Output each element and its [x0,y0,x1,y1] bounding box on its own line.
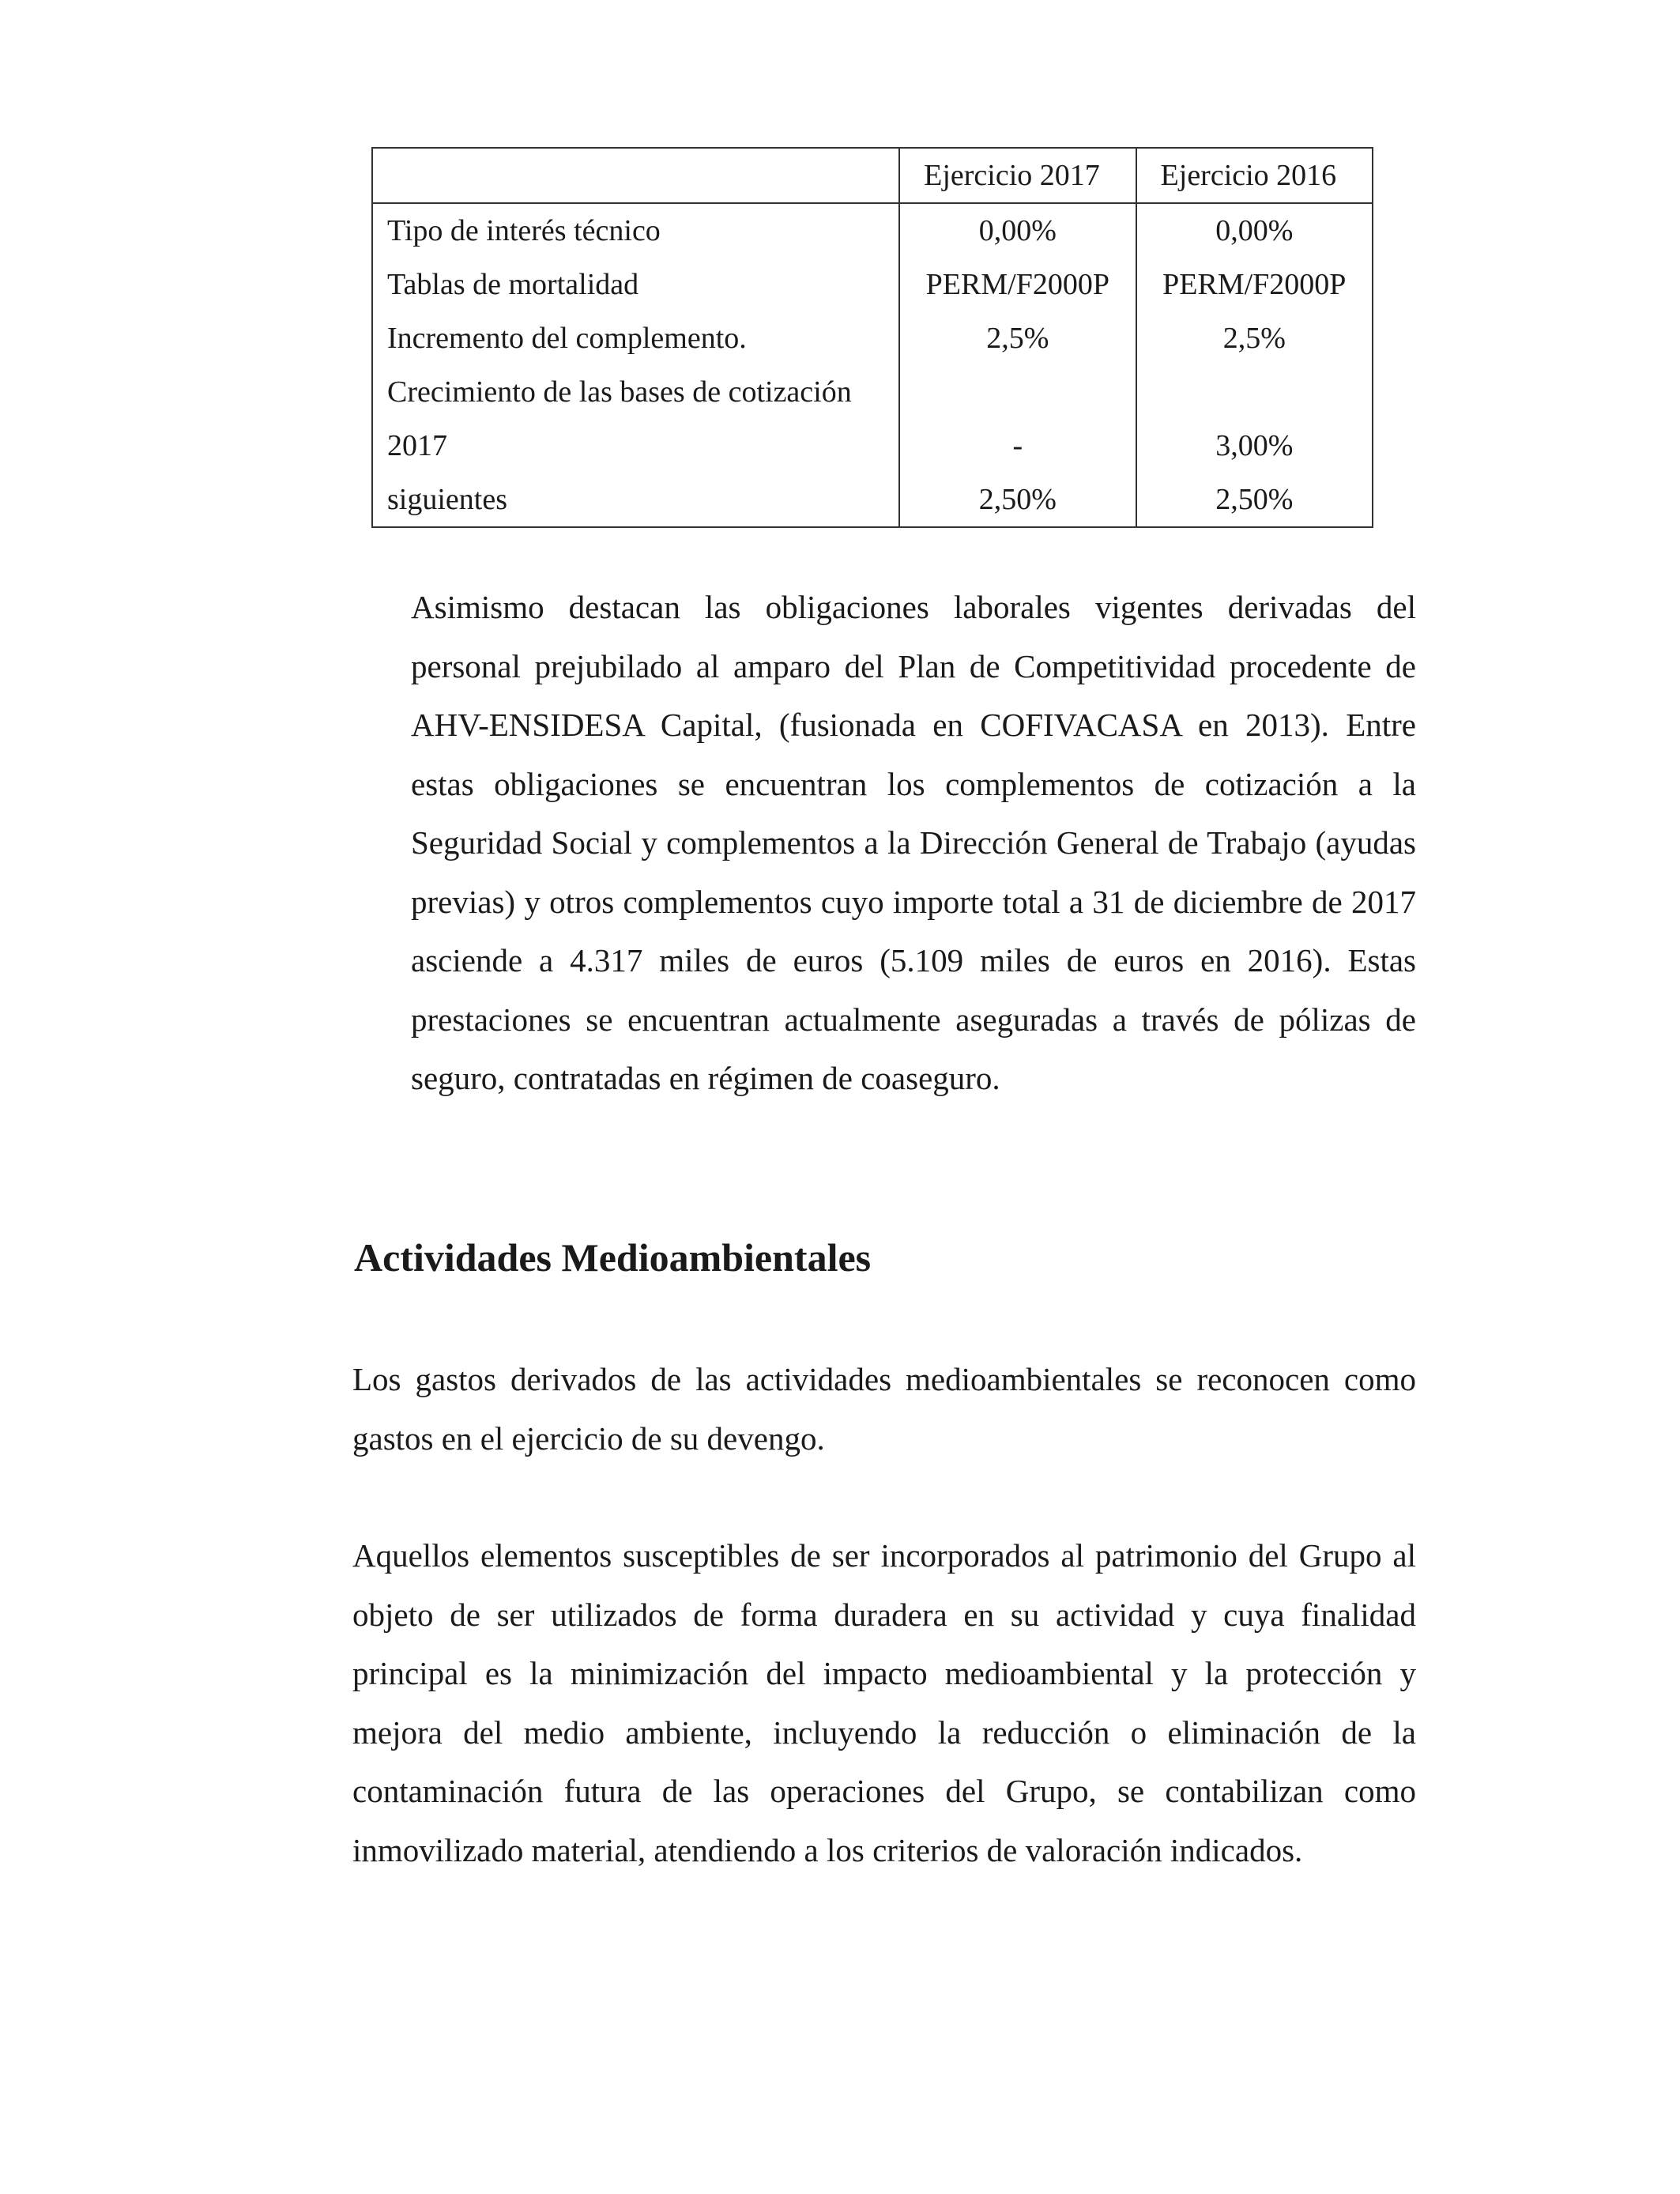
table-row [372,203,1373,258]
value-2017: - [899,419,1136,473]
value-2016: 0,00% [1136,203,1373,258]
header-ejercicio-2017: Ejercicio 2017 [899,148,1136,203]
table-header-row [372,148,1373,203]
row-label: Incremento del complemento. [372,311,899,365]
table-row [372,473,1373,527]
environmental-assets-paragraph: Aquellos elementos susceptibles de ser incorporados al patrimonio del Grupo al objeto de ser utilizados de forma duradera en su actividad y cuya finalidad principal es la minimización del impacto medioambiental y la protección y mejora del medio ambiente, incluyendo la reducción o eliminación de la contaminación futura de las operaciones del Grupo, se contabilizan como inmovilizado material, atendiendo a los criterios de valoración indicados. [352,1537,1416,1868]
table-row [372,258,1373,311]
value-2016: 2,5% [1136,311,1373,365]
row-label: Tipo de interés técnico [372,203,899,258]
value-2017: 2,50% [899,473,1136,527]
value-2017: 2,5% [899,311,1136,365]
table-row [372,419,1373,473]
row-label: Crecimiento de las bases de cotización [372,365,899,419]
value-2017: 0,00% [899,203,1136,258]
table-row [372,311,1373,365]
environmental-expenses-paragraph: Los gastos derivados de las actividades medioambientales se reconocen como gastos en el ejercicio de su devengo. [352,1361,1416,1457]
actuarial-assumptions-table [371,147,1373,528]
value-2016: PERM/F2000P [1136,258,1373,311]
header-ejercicio-2016: Ejercicio 2016 [1136,148,1373,203]
prejubilado-obligations-paragraph: Asimismo destacan las obligaciones laborales vigentes derivadas del personal prejubilado al amparo del Plan de Competitividad procedente de AHV-ENSIDESA Capital, (fusionada en COFIVACASA en 2013). Entre estas obligaciones se encuentran los complementos de cotización a la Seguridad Social y complementos a la Dirección General de Trabajo (ayudas previas) y otros complementos cuyo importe total a 31 de diciembre de 2017 asciende a 4.317 miles de euros (5.109 miles de euros en 2016). Estas prestaciones se encuentran actualmente aseguradas a través de pólizas de seguro, contratadas en régimen de coaseguro. [411,589,1416,1096]
section-heading: Actividades Medioambientales [354,1235,872,1280]
value-2016: 2,50% [1136,473,1373,527]
value-2016: 3,00% [1136,419,1373,473]
row-label: 2017 [372,419,899,473]
table-row [372,365,1373,419]
value-2017 [899,365,1136,419]
row-label: Tablas de mortalidad [372,258,899,311]
value-2017: PERM/F2000P [899,258,1136,311]
value-2016 [1136,365,1373,419]
row-label: siguientes [372,473,899,527]
header-empty-cell [372,148,899,203]
